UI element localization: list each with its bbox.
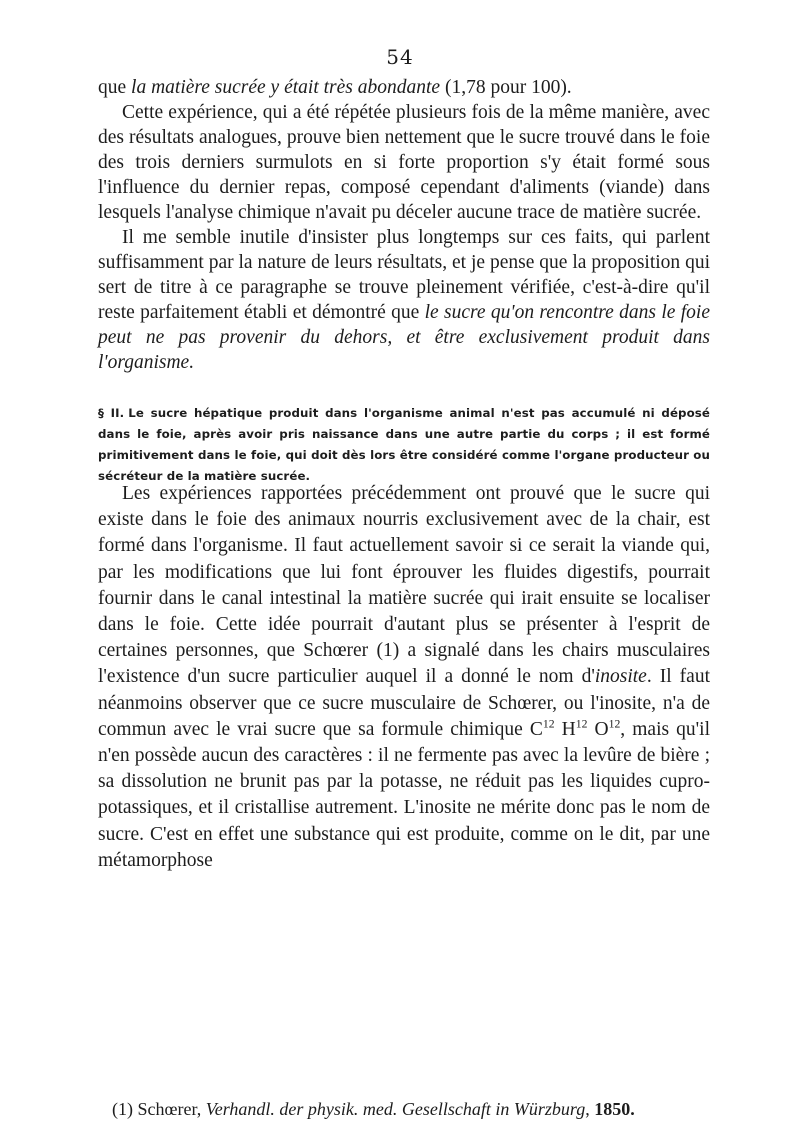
footnote-citation: Verhandl. der physik. med. Gesellschaft in Würzburg <box>205 1099 586 1119</box>
italic-run: la matière sucrée y était très abondante <box>131 77 441 98</box>
paragraph-inosite <box>98 481 710 874</box>
superscript: 12 <box>575 717 588 731</box>
section-title: Le sucre hépatique produit dans l'organisme animal n'est pas accumulé ni déposé dans le foie, après avoir pris naissance dans une autre partie du corps ; il est formé primitivement dans le foie, qui doit dès lors être considéré comme l'organe producteur ou sécréteur de la matière sucrée. <box>98 406 711 483</box>
footnote-marker: (1) Schœrer, <box>112 1099 206 1119</box>
text-run: H <box>554 718 576 740</box>
section-number: § II. <box>98 406 125 420</box>
text-run: , mais qu'il n'en possède aucun des caractères : il ne fermente pas avec la levûre de bière ; sa dissolution ne brunit pas par la potasse, ne réduit pas les liquides cupro-potassiques, et il cristallise autrement. L'inosite ne mérite donc pas le nom de sucre. C'est en effet une substance qui est produite, comme on le dit, par une métamorphose <box>98 718 711 871</box>
text-run: Il me semble inutile d'insister plus longtemps sur ces faits, qui parlent suffisamment par la nature de leurs résultats, et je pense que la proposition qui sert de titre à ce paragraphe se trouve pleinement vérifiée, c'est-à-dire qu'il reste parfaitement établi et démontré que <box>98 227 710 323</box>
footnote <box>112 1098 712 1120</box>
text-run: O <box>587 718 609 740</box>
paragraph-experiment: Cette expérience, qui a été répétée plusieurs fois de la même manière, avec des résultats analogues, prouve bien nettement que le sucre trouvé dans le foie des trois derniers surmulots en si forte proportion s'y était formé sous l'influence du dernier repas, composé cependant d'aliments (viande) dans lesquels l'analyse chimique n'avait pu déceler aucune trace de matière sucrée. <box>98 102 710 223</box>
text-run: Les expériences rapportées précédemment ont prouvé que le sucre qui existe dans le foie des animaux nourris exclusivement avec de la chair, est formé dans l'organisme. Il faut actuellement savoir si ce serait la viande qui, par les modifications que lui font éprouver les fluides digestifs, pourrait fournir dans le canal intestinal la matière sucrée qui irait ensuite se localiser dans le foie. Cette idée pourrait d'autant plus se présenter à l'esprit de certaines personnes, que Schœrer (1) a signalé dans les chairs musculaires l'existence d'un sucre particulier auquel il a donné le nom d' <box>98 483 710 688</box>
italic-run: le sucre qu'on rencontre dans le foie peut ne pas provenir du dehors, et être exclusivement produit dans l'organisme. <box>98 302 710 373</box>
text-run: , <box>585 1099 595 1119</box>
main-text-block <box>98 481 710 874</box>
superscript: 12 <box>542 717 555 731</box>
italic-run: inosite <box>594 666 647 688</box>
text-run: que <box>98 77 132 98</box>
page-number: 54 <box>386 45 414 69</box>
text-run: . Il faut néanmoins observer que ce sucre musculaire de Schœrer, ou l'inosite, n'a de commun avec le vrai sucre que sa formule chimique C <box>98 666 710 740</box>
section-heading <box>98 403 710 487</box>
paragraph-continuation <box>98 75 710 100</box>
intro-text-block <box>98 75 710 375</box>
text-run: (1,78 pour 100). <box>440 77 572 98</box>
paragraph-conclusion <box>98 225 710 375</box>
footnote-year: 1850. <box>594 1099 635 1119</box>
superscript: 12 <box>608 717 621 731</box>
